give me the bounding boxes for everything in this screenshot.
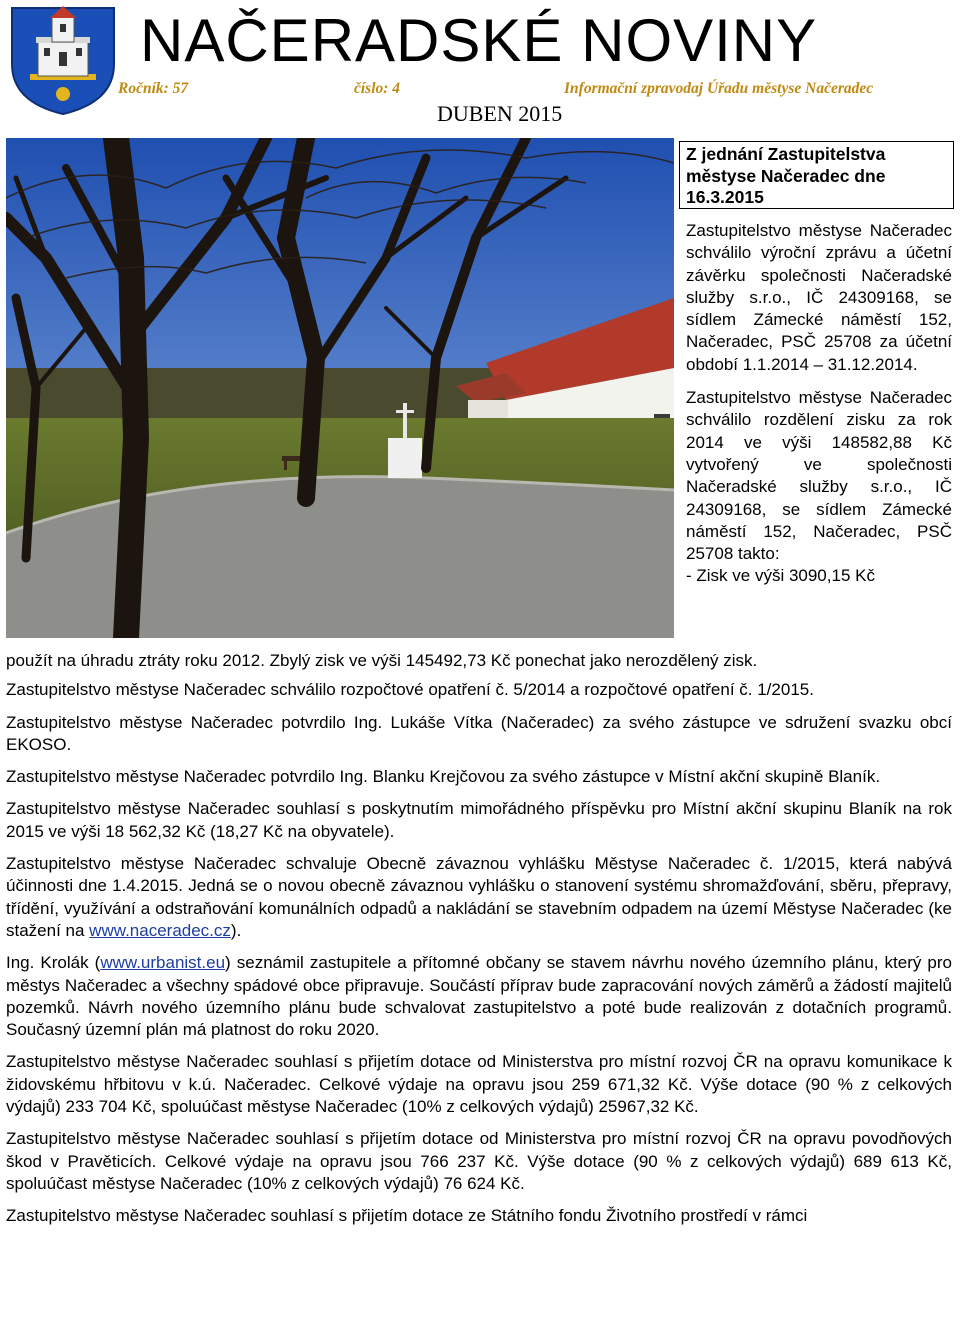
- land-plan-start: Ing. Krolák (: [6, 953, 101, 973]
- paragraph-budget: Zastupitelstvo městyse Načeradec schválilo rozpočtové opatření č. 5/2014 a rozpočtové opatření č. 1/2015.: [6, 680, 814, 700]
- paragraph-waste-decree: [6, 853, 952, 942]
- village-photo: [6, 138, 674, 638]
- meeting-header-line1: Z jednání Zastupitelstva: [686, 144, 886, 164]
- paragraph-blanik-contribution: Zastupitelstvo městyse Načeradec souhlasí s poskytnutím mimořádného příspěvku pro Místní akční skupinu Blaník na rok 2015 ve výši 18 562,32 Kč (18,27 Kč na obyvatele).: [6, 799, 952, 841]
- issue-month: DUBEN 2015: [437, 101, 563, 126]
- paragraph-environment-fund: Zastupitelstvo městyse Načeradec souhlasí s přijetím dotace ze Státního fondu Životního prostředí v rámci: [6, 1206, 808, 1226]
- issue-label: číslo: 4: [354, 80, 401, 97]
- side-column: [686, 220, 952, 588]
- main-text: [6, 650, 952, 1238]
- paragraph-blanik-rep: Zastupitelstvo městyse Načeradec potvrdilo Ing. Blanku Krejčovou za svého zástupce v Místní akční skupině Blaník.: [6, 767, 881, 787]
- paragraph-profit-usage: použít na úhradu ztráty roku 2012. Zbylý zisk ve výši 145492,73 Kč ponechat jako nerozdělený zisk.: [6, 651, 758, 670]
- naceradec-link[interactable]: www.naceradec.cz: [89, 920, 231, 940]
- waste-decree-end: ).: [230, 920, 242, 940]
- masthead-meta: [118, 80, 950, 102]
- meeting-header-box: [679, 141, 954, 209]
- meeting-header-line2: městyse Načeradec dne: [686, 165, 886, 186]
- urbanist-link[interactable]: www.urbanist.eu: [100, 953, 226, 973]
- paragraph-flood-repair: Zastupitelstvo městyse Načeradec souhlasí s přijetím dotace od Ministerstva pro místní rozvoj ČR na opravu povodňových škod v Pravěticích. Celkové výdaje na opravu jsou 766 237 Kč. Výše dotace (90 % z celkových výdajů) 689 613 Kč, spoluúčast městyse Načeradec (10% z celkových výdajů) 76 624 Kč.: [6, 1129, 952, 1193]
- side-paragraph-profit: Zastupitelstvo městyse Načeradec schválilo rozdělení zisku za rok 2014 ve výši 148582,88 Kč vytvořený ve společnosti Načeradské služby s.r.o., IČ 24309168, se sídlem Zámecké náměstí 152, Načeradec, PSČ 25708 takto:: [686, 388, 952, 564]
- side-paragraph-profit-item: - Zisk ve výši 3090,15 Kč: [686, 566, 875, 586]
- crest-shield-icon: [8, 4, 118, 116]
- village-street-image: [6, 138, 674, 638]
- newspaper-title: NAČERADSKÉ NOVINY: [140, 7, 818, 74]
- side-paragraph-annual-report: Zastupitelstvo městyse Načeradec schválilo výroční zprávu a účetní závěrku společnosti Načeradské služby s.r.o., IČ 24309168, se sídlem Zámecké náměstí 152, Načeradec, PSČ 25708 za účetní období 1.1.2014 – 31.12.2014.: [686, 221, 952, 374]
- municipal-crest: [8, 4, 118, 116]
- waste-decree-text: Zastupitelstvo městyse Načeradec schvaluje Obecně závaznou vyhlášku Městyse Načeradec č. 1/2015, která nabývá účinnosti dne 1.4.2015. Jedná se o novou obecně závaznou vyhlášku o stanovení systému shromažďování, sběru, přepravy, třídění, využívání a odstraňování komunálních odpadů a nakládání se stavebním odpadem na území Městyse Načeradec (ke stažení na: [6, 854, 952, 940]
- volume-label: Ročník: 57: [118, 80, 189, 97]
- paragraph-ekoso: Zastupitelstvo městyse Načeradec potvrdilo Ing. Lukáše Vítka (Načeradec) za svého zástupce ve sdružení svazku obcí EKOSO.: [6, 712, 952, 754]
- subtitle-label: Informační zpravodaj Úřadu městyse Načeradec: [564, 80, 874, 97]
- meeting-header-line3: 16.3.2015: [686, 187, 764, 207]
- paragraph-land-plan: [6, 952, 952, 1041]
- paragraph-cemetery-road: Zastupitelstvo městyse Načeradec souhlasí s přijetím dotace od Ministerstva pro místní rozvoj ČR na opravu komunikace k židovskému hřbitovu v k.ú. Načeradec. Celkové výdaje na opravu jsou 259 671,32 Kč. Výše dotace (90 % z celkových výdajů) 233 704 Kč, spoluúčast městyse Načeradec (10% z celkových výdajů) 25967,32 Kč.: [6, 1052, 952, 1117]
- land-plan-text: ) seznámil zastupitele a přítomné občany se stavem návrhu nového územního plánu, který pro městys Načeradec a všechny spádové obce připravuje. Součástí příprav bude zapracování nových záměrů a žádostí majitelů pozemků. Návrh nového územního plánu bude schvalovat zastupitelstvo a poté bude realizován z dotačních programů. Současný územní plán má platnost do roku 2020.: [6, 953, 952, 1040]
